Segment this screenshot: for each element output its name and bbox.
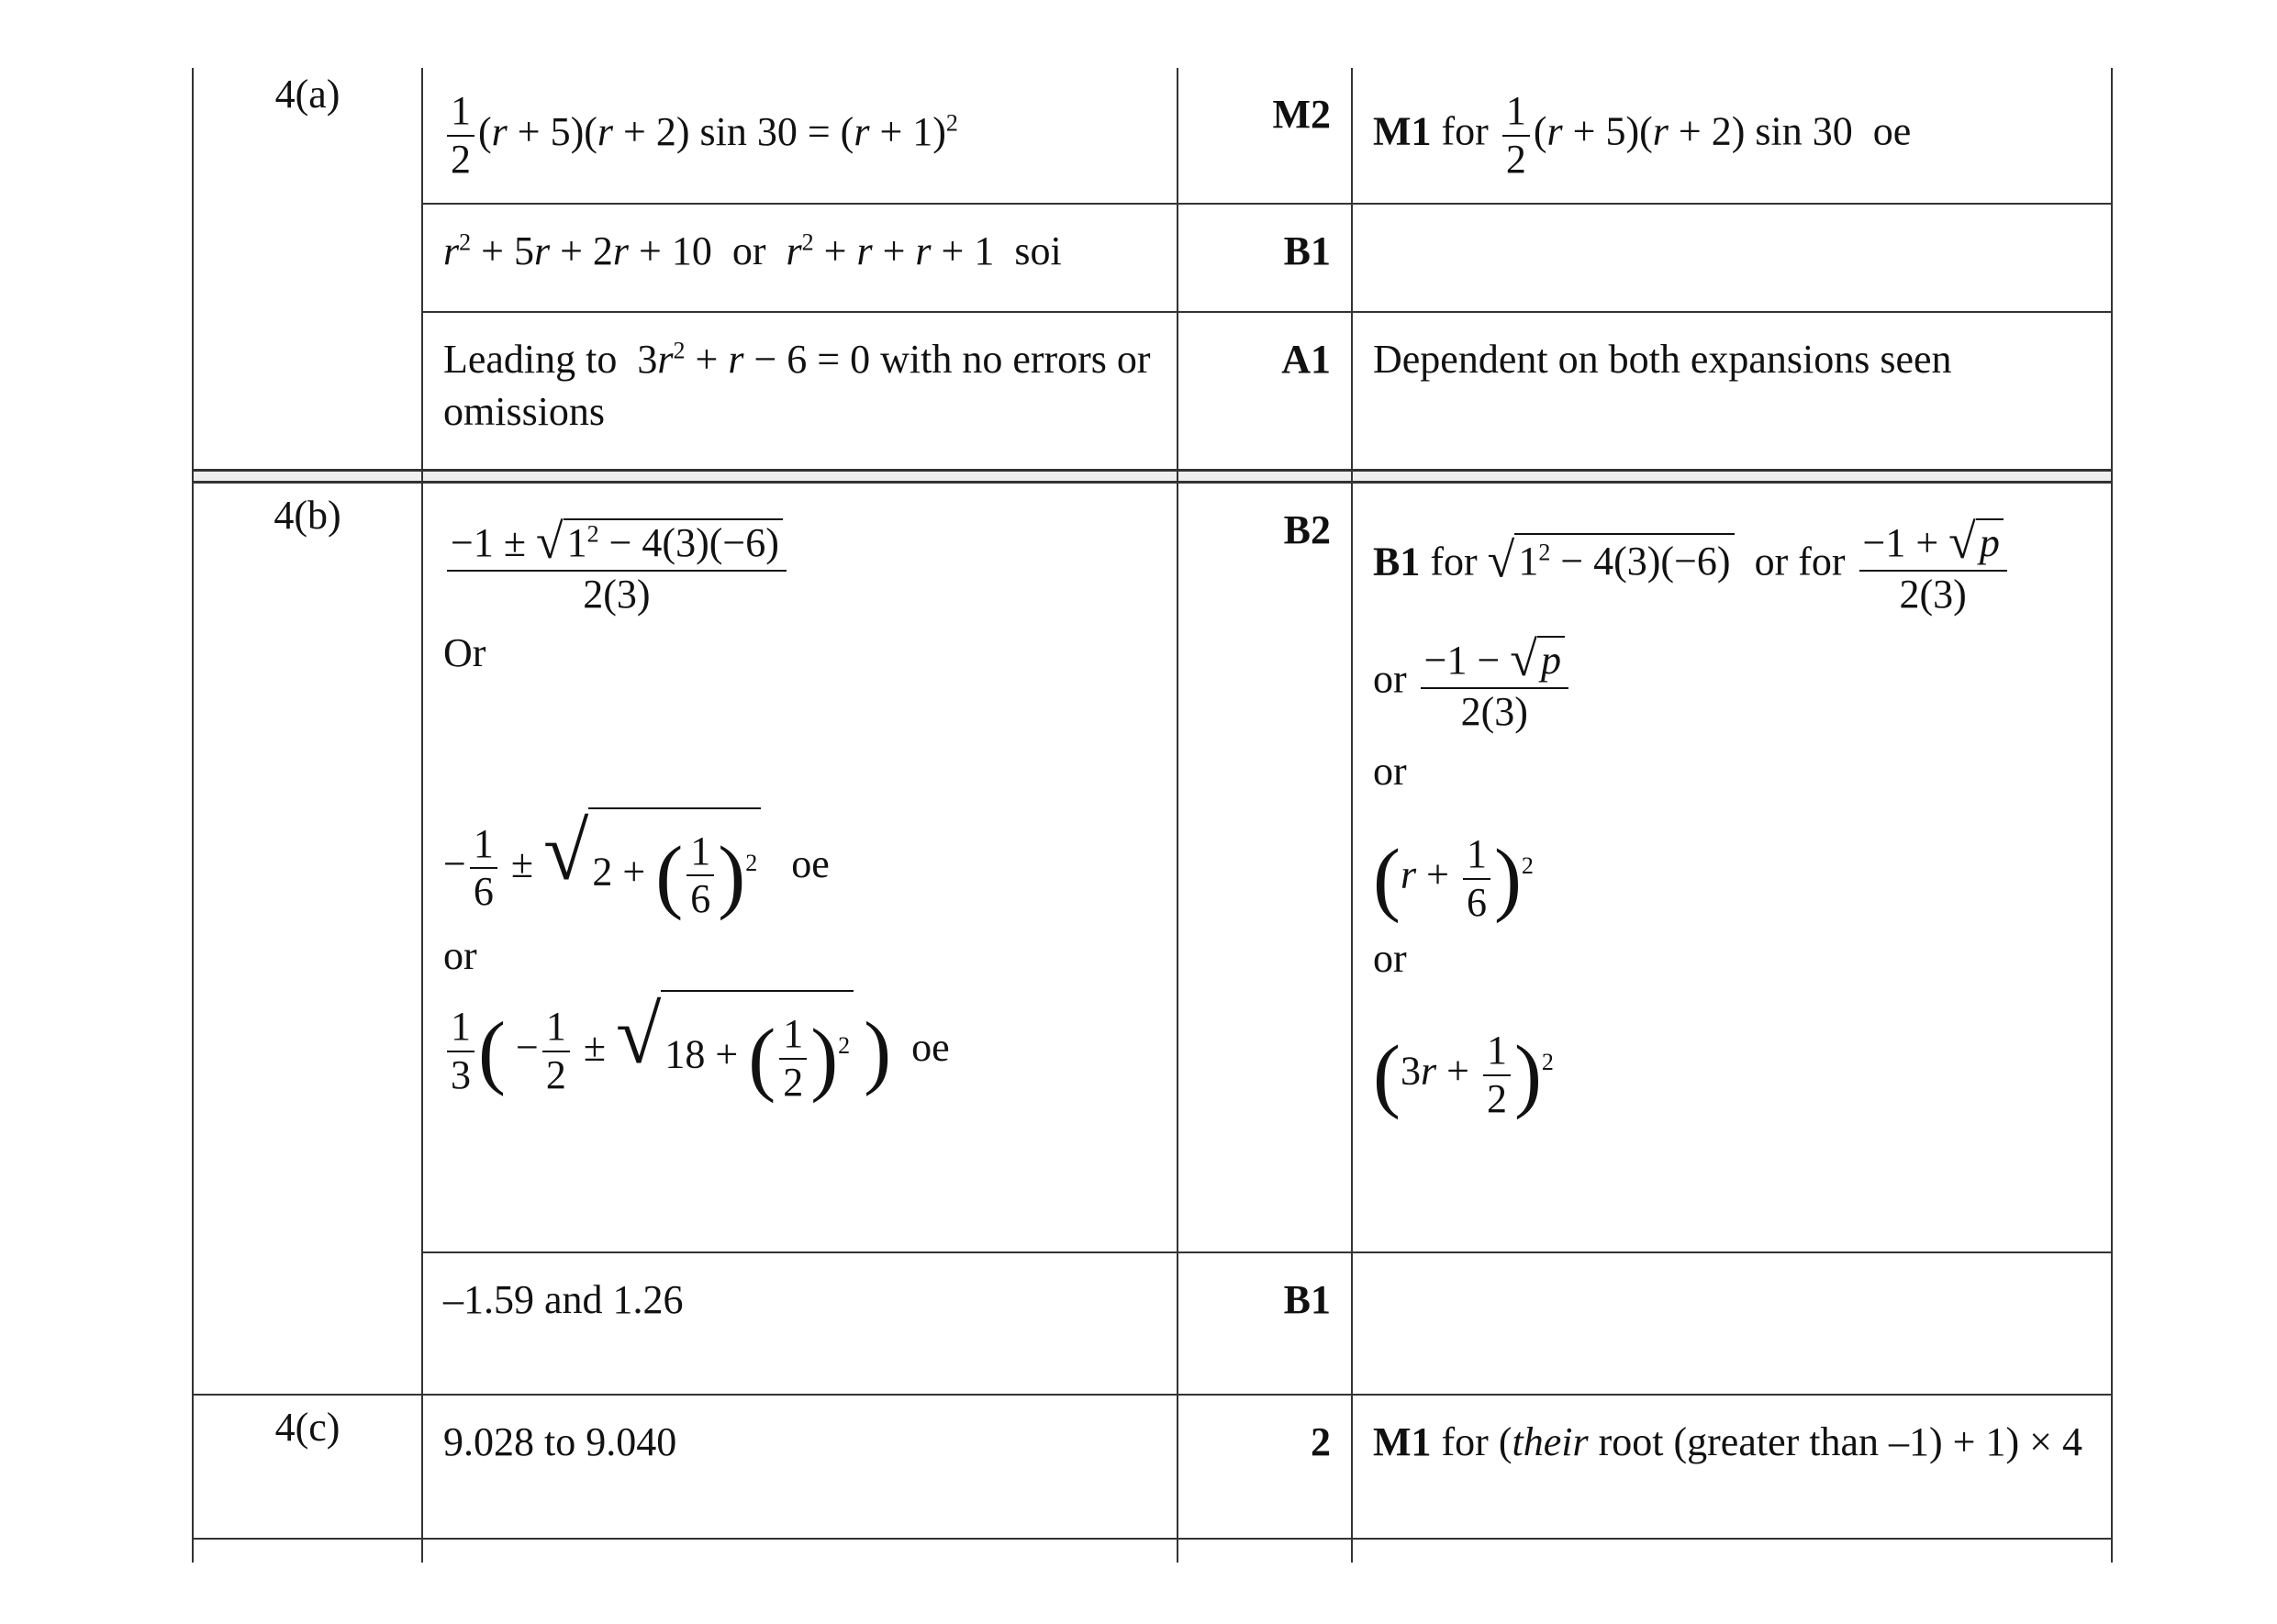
answer-cell: 9.028 to 9.040 xyxy=(422,1395,1178,1539)
guidance-cell: M1 for $\frac{1}{2}$ (r + 5)(r + 2) sin 30 oe xyxy=(1352,68,2112,204)
mark-cell: 2 xyxy=(1178,1395,1352,1539)
table-row xyxy=(193,482,2112,1252)
section-divider xyxy=(193,470,2112,482)
mark-cell: B2 xyxy=(1178,482,1352,1252)
answer-cell: –1.59 and 1.26 xyxy=(422,1252,1178,1395)
guidance-cell xyxy=(1352,1252,2112,1395)
mark-cell: B1 xyxy=(1178,204,1352,312)
question-label: 4(b) xyxy=(193,482,422,1395)
table-row xyxy=(193,204,2112,312)
mark-code: M1 xyxy=(1373,108,1432,154)
table-row xyxy=(193,68,2112,204)
question-label: 4(c) xyxy=(193,1395,422,1539)
mark-cell: A1 xyxy=(1178,312,1352,470)
answer-cell: $\frac{1}{2}$ (r + 5)(r + 2) $\sin 30 = (r + 1)^2$ xyxy=(422,68,1178,204)
table-row xyxy=(193,1395,2112,1539)
table-row xyxy=(193,1252,2112,1395)
answer-cell xyxy=(422,482,1178,1252)
or-text: Or xyxy=(443,630,486,676)
factored-alt: $\frac{1}{3}$ ( − $\frac{1}{2}$ ± √18 + ( $\frac{1}{2}$ )$^2$ ) oe xyxy=(443,982,1156,1112)
guidance-cell: B1 for $√1^2 - 4(3)(-6)$ or for $\frac{-1 + √p}{2(3)}$ or $\frac{-1 - √p}{2(3)}$ or (r + $\frac{1}{6}$ )$^2$ or (3r + $\frac{1}{2}$ )$^2$ xyxy=(1352,482,2112,1252)
mark-cell: B1 xyxy=(1178,1252,1352,1395)
quadratic-formula: $\frac{-1 \pm √1^2 - 4(3)(-6)}{2(3)}$ xyxy=(447,513,787,618)
question-label: 4(a) xyxy=(193,68,422,470)
or-text: or xyxy=(443,932,477,978)
completing-square-alt: − $\frac{1}{6}$ ± √2 + ( $\frac{1}{6}$ )$^2$ oe xyxy=(443,798,1156,929)
table-row xyxy=(193,312,2112,470)
answer-expression: (r + 5)(r + 2) $\sin 30 = (r + 1)^2$ xyxy=(478,108,958,154)
guidance-cell: M1 for (their root (greater than –1) + 1) × 4 xyxy=(1352,1395,2112,1539)
guidance-cell: Dependent on both expansions seen xyxy=(1352,312,2112,470)
table-row xyxy=(193,1539,2112,1563)
answer-cell: $r^2 + 5r + 2r + 10$ or $r^2 + r + r + 1$ soi xyxy=(422,204,1178,312)
answer-cell: Leading to $3r^2 + r - 6 = 0$ with no errors or omissions xyxy=(422,312,1178,470)
mark-cell: M2 xyxy=(1178,68,1352,204)
guidance-cell xyxy=(1352,204,2112,312)
mark-scheme-table xyxy=(192,68,2111,1563)
